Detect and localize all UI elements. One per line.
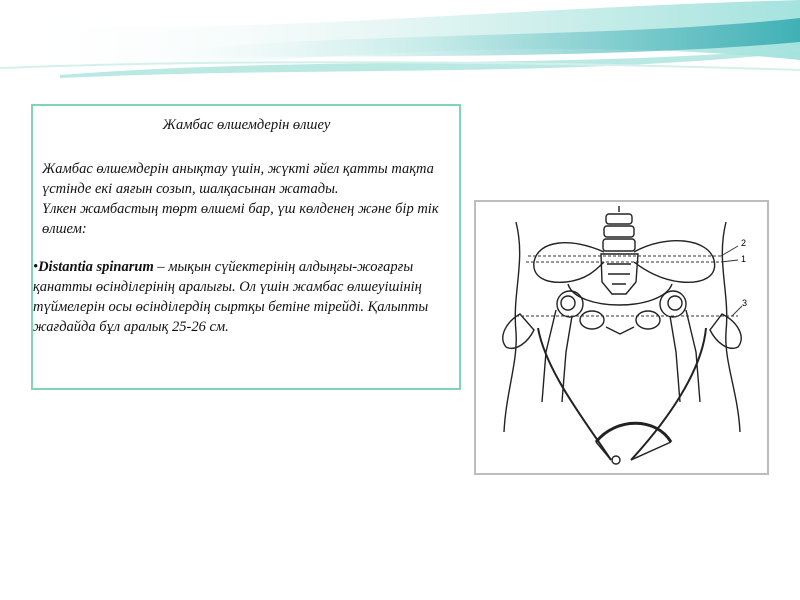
label-1: 1 — [741, 254, 747, 264]
measurements-paragraph: Үлкен жамбастың төрт өлшемі бар, үш көлденең және бір тік өлшем: — [42, 201, 439, 237]
slide-title: Жамбас өлшемдерін өлшеу — [162, 117, 331, 133]
label-3: 3 — [742, 298, 748, 308]
label-2: 2 — [741, 238, 747, 248]
intro-paragraph: Жамбас өлшемдерін анықтау үшін, жүкті әйел қатты тақта үстінде екі аяғын созып, шалқасынан жатады. — [42, 161, 434, 197]
bullet-term: Distantia spinarum — [38, 259, 154, 275]
pelvis-measurement-illustration — [476, 202, 767, 473]
bullet-marker: • — [33, 259, 39, 275]
bullet-item-distantia-spinarum — [33, 257, 451, 337]
bullet-description: – мықын сүйектерінің алдыңғы-жоғарғы қанатты өсінділерінің аралығы. Ол үшін жамбас өлшеуішінің түймелерін осы өсінділердің сыртқы бетіне тірейді. Қалыпты жағдайда бұл аралық 25-26 см. — [33, 259, 429, 335]
header-swoosh-decoration — [0, 0, 800, 100]
content-text-box — [31, 104, 461, 390]
pelvis-illustration-frame — [474, 200, 769, 475]
